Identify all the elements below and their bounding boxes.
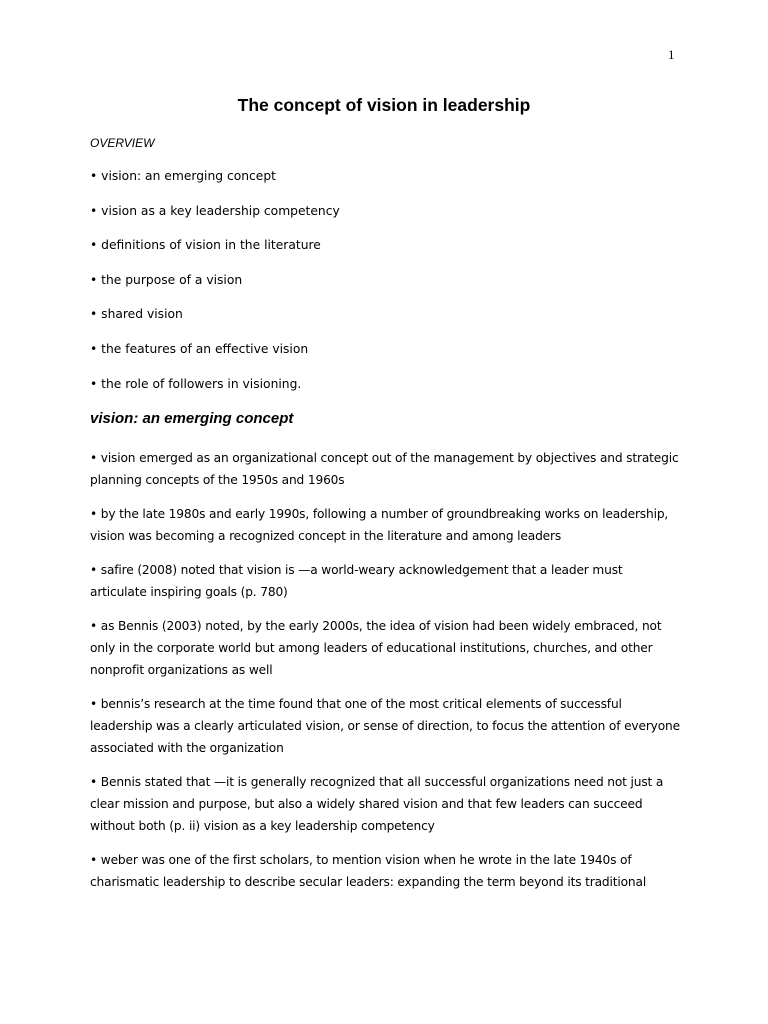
overview-item: • vision as a key leadership competency: [90, 203, 340, 218]
overview-item: • definitions of vision in the literature: [90, 238, 321, 253]
section-body: [90, 447, 682, 893]
overview-label: OVERVIEW: [90, 136, 155, 150]
body-paragraph: • bennis’s research at the time found that one of the most critical elements of successful leadership was a clearly articulated vision, or sense of direction, to focus the attention of everyone associated with the organization: [90, 697, 680, 755]
overview-item: • vision: an emerging concept: [90, 169, 276, 183]
overview-item: • the purpose of a vision: [90, 272, 243, 287]
body-paragraph: • Bennis stated that —it is generally recognized that all successful organizations need not just a clear mission and purpose, but also a widely shared vision and that few leaders can succeed without both (p. ii) vision as a key leadership competency: [90, 775, 664, 833]
body-paragraph: • vision emerged as an organizational concept out of the management by objectives and strategic planning concepts of the 1950s and 1960s: [90, 451, 679, 487]
overview-item: • the role of followers in visioning.: [90, 376, 302, 391]
overview-item: • shared vision: [90, 307, 183, 322]
body-paragraph: • by the late 1980s and early 1990s, following a number of groundbreaking works on leadership, vision was becoming a recognized concept in the literature and among leaders: [90, 507, 669, 543]
body-paragraph: • safire (2008) noted that vision is —a world-weary acknowledgement that a leader must articulate inspiring goals (p. 780): [90, 563, 623, 599]
section-heading: vision: an emerging concept: [90, 410, 294, 427]
body-paragraph: • weber was one of the first scholars, to mention vision when he wrote in the late 1940s of charismatic leadership to describe secular leaders: expanding the term beyond its traditional: [90, 853, 647, 889]
overview-list: [90, 166, 340, 408]
overview-item: • the features of an effective vision: [90, 341, 309, 356]
page-number: 1: [668, 47, 675, 62]
document-title: The concept of vision in leadership: [237, 95, 531, 115]
body-paragraph: • as Bennis (2003) noted, by the early 2000s, the idea of vision had been widely embraced, not only in the corporate world but among leaders of educational institutions, churches, and other nonprofit organizations as well: [90, 619, 662, 677]
